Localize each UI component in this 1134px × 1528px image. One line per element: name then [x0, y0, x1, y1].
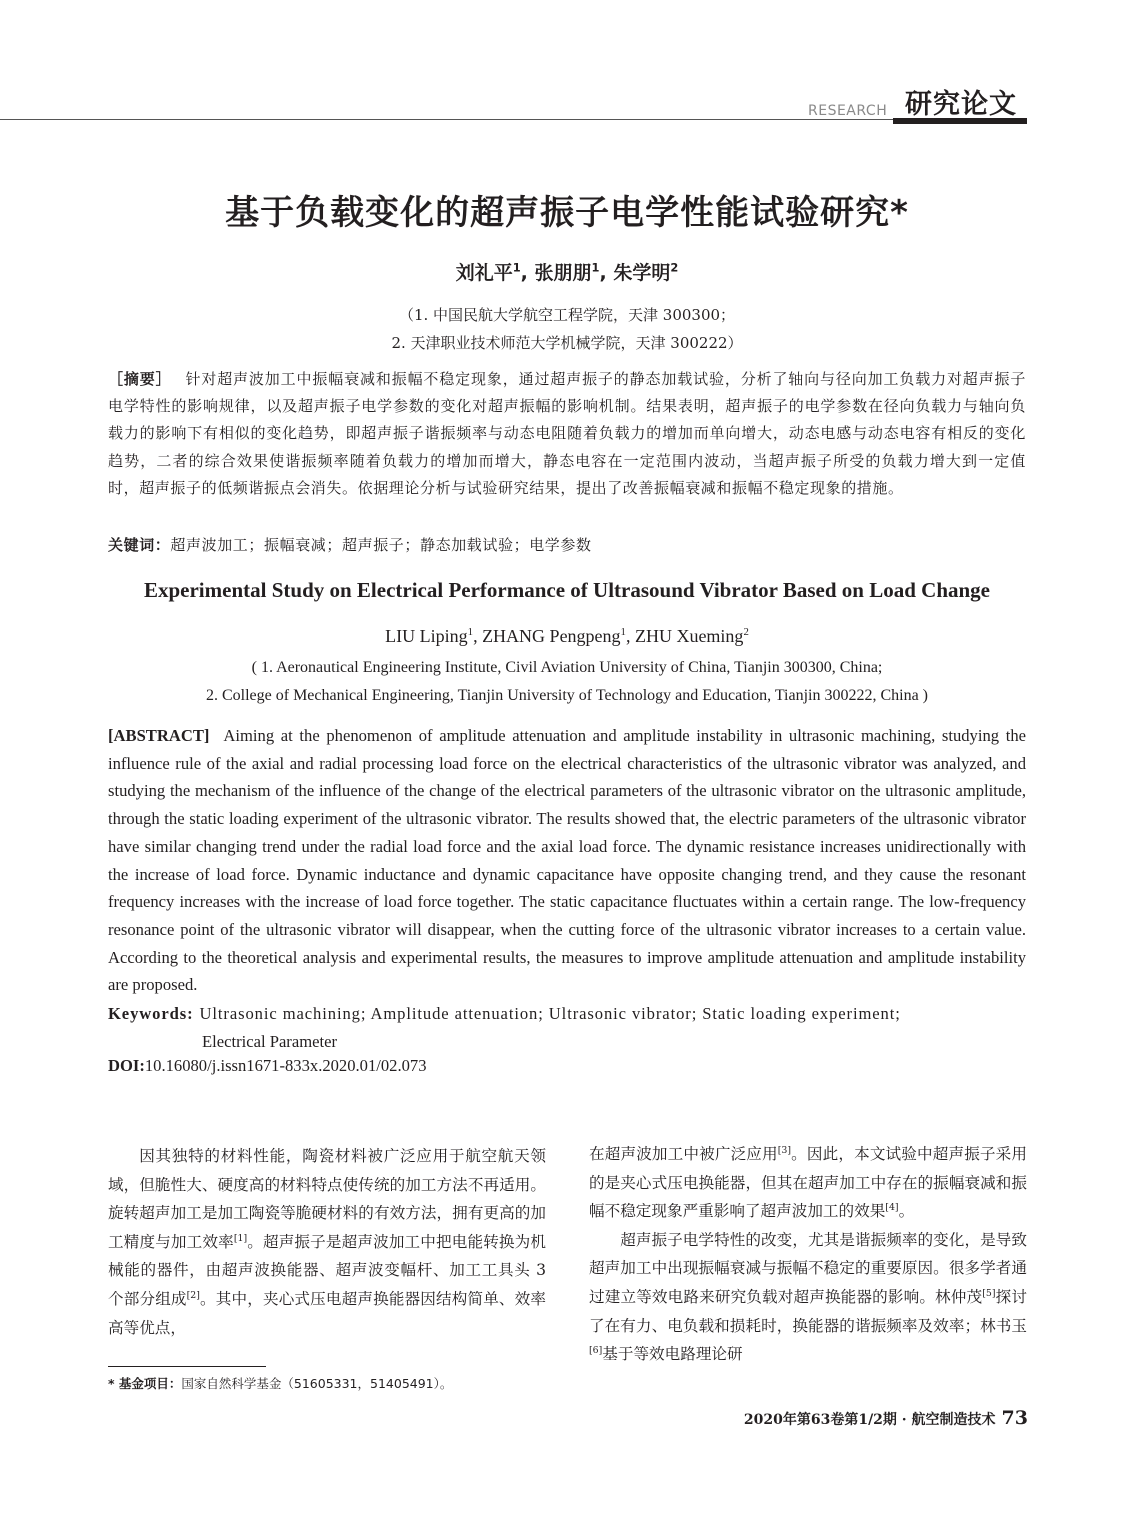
abstract-cn [108, 366, 1026, 502]
journal-issue: 2020年第63卷第1/2期 · 航空制造技术 [743, 1412, 996, 1428]
title-cn: 基于负载变化的超声振子电学性能试验研究* [225, 193, 909, 233]
keywords-cn [108, 532, 1026, 559]
affiliation-en-1: ( 1. Aeronautical Engineering Institute, Civil Aviation University of China, Tianjin 300300, China; [251, 659, 883, 676]
footnote-text: 国家自然科学基金（51605331，51405491）。 [181, 1376, 453, 1391]
keywords-cn-label: 关键词： [108, 536, 171, 554]
keywords-cn-text: 超声波加工；振幅衰减；超声振子；静态加载试验；电学参数 [170, 536, 592, 554]
footnote-label: * 基金项目： [108, 1376, 182, 1391]
author-sep: , [473, 626, 483, 646]
authors-en [0, 626, 1134, 647]
body-column-right [589, 1140, 1027, 1369]
keywords-en-label: Keywords: [108, 1004, 194, 1023]
body-paragraph [589, 1226, 1027, 1369]
footnote [108, 1374, 452, 1392]
author-cn: 刘礼平 [455, 262, 513, 284]
doi-value: 10.16080/j.issn1671-833x.2020.01/02.073 [144, 1056, 427, 1075]
section-label-cn: 研究论文 [905, 89, 1017, 120]
citation: [1] [233, 1232, 248, 1244]
author-sep: , [625, 626, 635, 646]
page-number: 73 [1001, 1407, 1028, 1429]
affiliation-cn-1: （1. 中国民航大学航空工程学院，天津 300300； [398, 306, 736, 324]
body-text: 因其独特的材料性能，陶瓷材料被广泛应用于航空航天领域，但脆性大、硬度高的材料特点使传统的加工方法不再适用。旋转超声加工是加工陶瓷等脆硬材料的有效方法，拥有更高的加工精度与加工效率 [108, 1147, 546, 1251]
citation: [5] [982, 1287, 996, 1299]
author-sup: 2 [670, 260, 679, 275]
abstract-en-text: Aiming at the phenomenon of amplitude attenuation and amplitude instability in ultrasonic machining, studying the influence rule of the axial and radial processing load force on the electrical characteristics of the ultrasonic vibrator was analyzed, and studying the mechanism of the influence of the change of the electrical parameters of the ultrasonic vibrator on the ultrasonic amplitude, through the static loading experiment of the ultrasonic vibrator. The results showed that, the electric parameters of the ultrasonic vibrator have similar changing trend under the radial load force and the axial load force. The dynamic resistance increases unidirectionally with the increase of load force. Dynamic inductance and dynamic capacitance have opposite changing trend, and they cause the resonant frequency increases with the increase of load force together. The static capacitance fluctuates within a certain range. The low-frequency resonance point of the ultrasonic vibrator will disappear, when the cutting force of the ultrasonic vibrator increases to a certain value. According to the theoretical analysis and experimental results, the measures to improve amplitude attenuation and amplitude instability are proposed. [108, 726, 1026, 995]
citation: [2] [186, 1289, 200, 1301]
author-sup: 2 [743, 626, 749, 638]
footnote-rule [108, 1366, 266, 1367]
page-footer [744, 1407, 1028, 1429]
author-en: LIU Liping [385, 626, 468, 646]
abstract-cn-text: 针对超声波加工中振幅衰减和振幅不稳定现象，通过超声振子的静态加载试验，分析了轴向与径向加工负载力对超声振子电学特性的影响规律，以及超声振子电学参数的变化对超声振幅的影响机制。结果表明，超声振子的电学参数在径向负载力与轴向负载力的影响下有相似的变化趋势，即超声振子谐振频率与动态电阻随着负载力的增加而单向增大，动态电感与动态电容有相反的变化趋势，二者的综合效果使谐振频率随着负载力的增加而增大，静态电容在一定范围内波动，当超声振子所受的负载力增大到一定值时，超声振子的低频谐振点会消失。依据理论分析与试验研究结果，提出了改善振幅衰减和振幅不稳定现象的措施。 [108, 370, 1026, 497]
body-text: 基于等效电路理论研 [602, 1345, 743, 1364]
author-cn: 朱学明 [613, 262, 671, 284]
doi-label: DOI: [108, 1056, 145, 1075]
abstract-cn-label: ［摘要］ [108, 370, 172, 388]
abstract-en [108, 722, 1026, 999]
abstract-en-label: [ABSTRACT] [108, 726, 210, 745]
author-sup: 1 [512, 260, 521, 275]
affiliation-en-2: 2. College of Mechanical Engineering, Tianjin University of Technology and Education, Tianjin 300222, China ) [205, 687, 929, 704]
citation: [6] [589, 1344, 603, 1356]
body-paragraph [589, 1140, 1027, 1226]
author-sep: , [599, 262, 607, 284]
keywords-en [108, 1000, 1026, 1055]
author-sep: , [520, 262, 528, 284]
doi [108, 1056, 427, 1076]
keywords-en-text: Ultrasonic machining; Amplitude attenuation; Ultrasonic vibrator; Static loading experiment; [199, 1004, 901, 1023]
body-text: 超声振子电学特性的改变，尤其是谐振频率的变化，是导致超声加工中出现振幅衰减与振幅不稳定的重要原因。很多学者通过建立等效电路来研究负载对超声换能器的影响。林仲茂 [589, 1230, 1027, 1306]
body-text: 在超声波加工中被广泛应用 [589, 1145, 778, 1163]
author-sup: 1 [467, 626, 474, 638]
body-paragraph [108, 1142, 546, 1342]
author-en: ZHU Xueming [634, 626, 744, 646]
affiliation-cn-2: 2. 天津职业技术师范大学机械学院，天津 300222） [391, 334, 743, 352]
author-cn: 张朋朋 [534, 262, 592, 284]
body-text: 。超声振子是超声波加工中把电能转换为机械能的器件，由超声波换能器、超声波变幅杆、加工工具头 3 个部分组成 [108, 1232, 546, 1308]
citation: [4] [885, 1202, 899, 1213]
author-en: ZHANG Pengpeng [482, 626, 621, 646]
body-text: 。其中，夹心式压电超声换能器因结构简单、效率高等优点， [108, 1289, 546, 1337]
author-sup: 1 [620, 626, 626, 638]
body-text: 探讨了在有力、电负载和损耗时，换能器的谐振频率及效率；林书玉 [589, 1287, 1027, 1335]
author-sup: 1 [591, 260, 600, 275]
body-text: 。因此，本文试验中超声振子采用的是夹心式压电换能器，但其在超声加工中存在的振幅衰减和振幅不稳定现象严重影响了超声波加工的效果 [589, 1145, 1027, 1221]
citation: [3] [777, 1144, 792, 1156]
section-label-en: RESEARCH [808, 103, 888, 119]
header-rule [0, 119, 895, 120]
keywords-en-text-2: Electrical Parameter [202, 1031, 337, 1051]
title-en: Experimental Study on Electrical Performance of Ultrasound Vibrator Based on Load Change [143, 578, 990, 602]
body-column-left [108, 1142, 546, 1342]
body-text: 。 [898, 1202, 915, 1221]
authors-cn [0, 258, 1134, 285]
